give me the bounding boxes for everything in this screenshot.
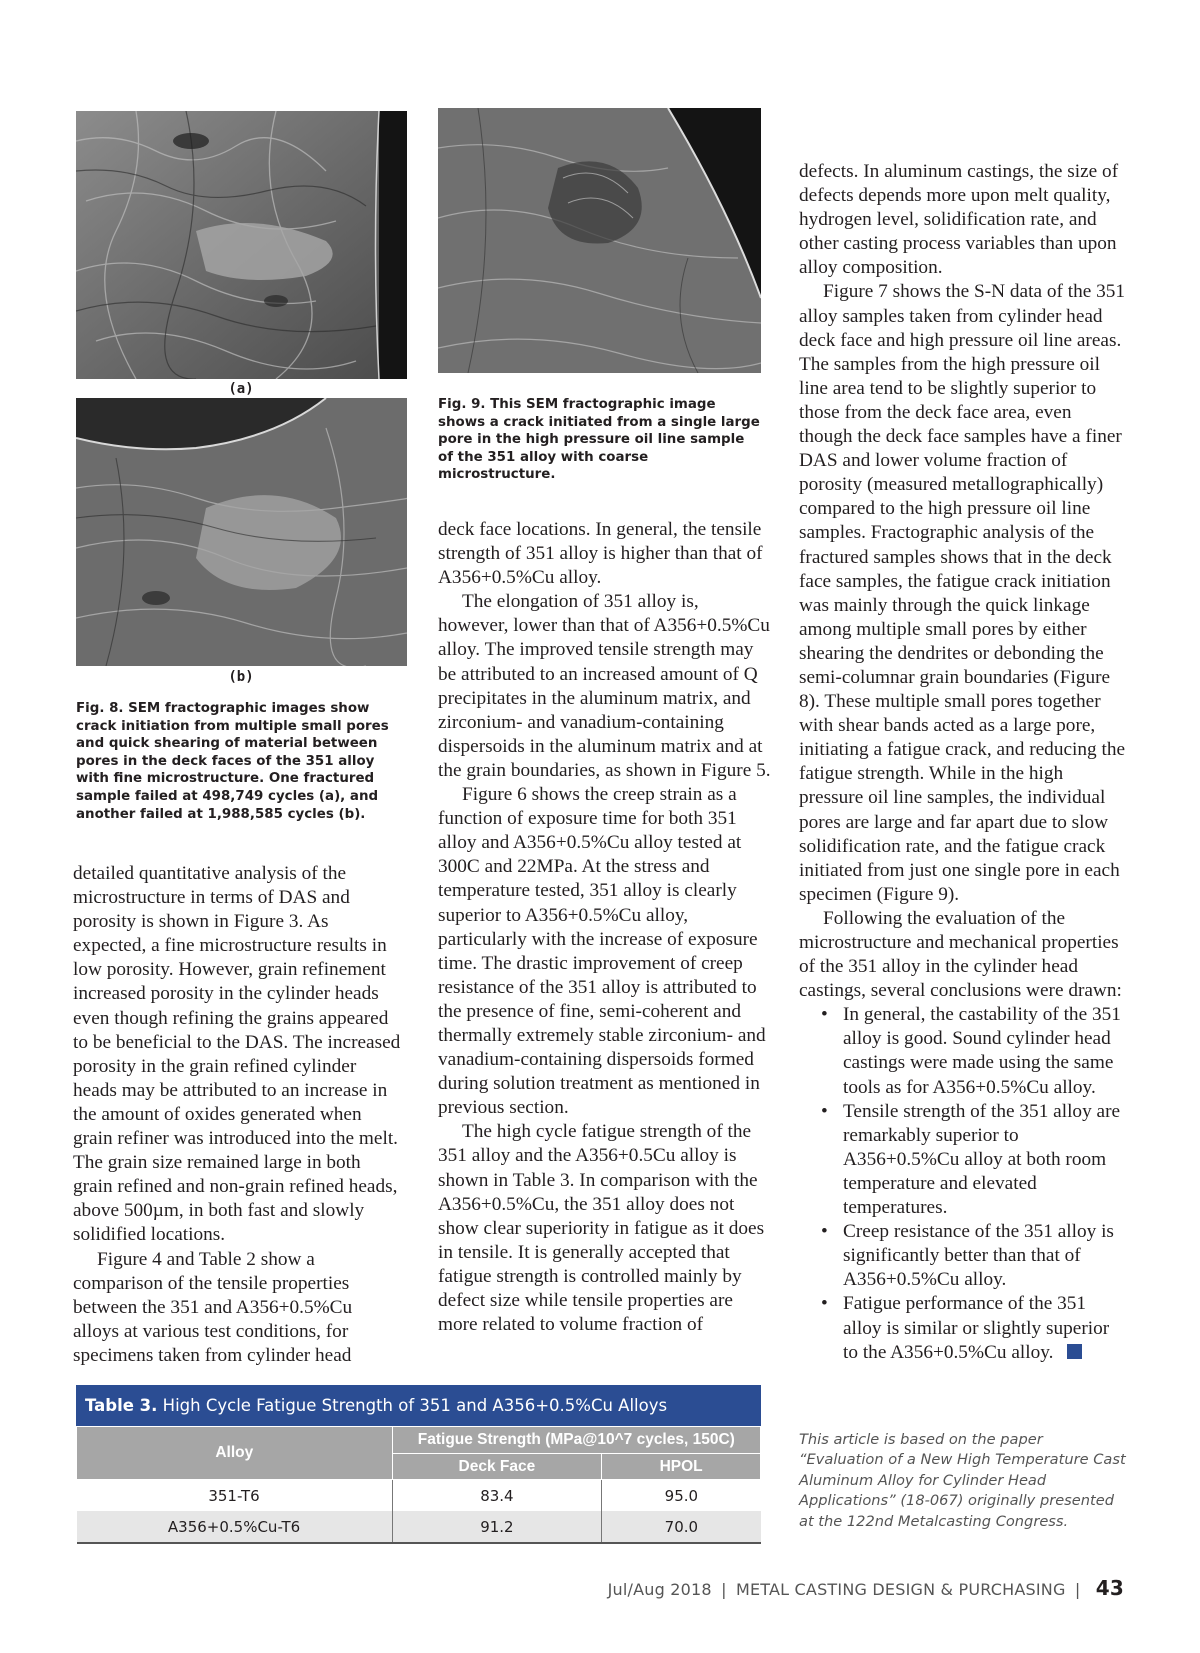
table3-header-fatigue: Fatigue Strength (MPa@10^7 cycles, 150C): [392, 1427, 760, 1454]
footer-divider: |: [721, 1580, 727, 1599]
fig9-sem-image: [438, 108, 761, 373]
fig8a-label: (a): [228, 381, 254, 397]
page-number: 43: [1095, 1576, 1124, 1600]
col1-paragraph-2: Figure 4 and Table 2 show a comparison of the tensile properties between the 351 and A356+0.5%Cu alloys at various test conditions, for specimens taken from cylinder head: [73, 1248, 353, 1366]
col3-paragraph-1: defects. In aluminum castings, the size of defects depends more upon melt quality, hydrogen level, solidification rate, and other casting process variables than upon alloy composition.: [799, 161, 1119, 279]
table3-cell: 83.4: [392, 1480, 602, 1512]
table3-cell: 91.2: [392, 1511, 602, 1543]
table3-cell: 70.0: [602, 1511, 761, 1543]
end-mark-icon: [1067, 1344, 1082, 1359]
table3-cell: A356+0.5%Cu-T6: [77, 1511, 393, 1543]
footer-issue: Jul/Aug 2018: [607, 1580, 712, 1599]
table3-header-deck: Deck Face: [392, 1454, 602, 1480]
column-3-text: [799, 160, 1126, 1365]
conclusion-item: • In general, the castability of the 351 alloy is good. Sound cylinder head castings were made using the same tools as for A356+0.5%Cu alloy.: [821, 1004, 1121, 1098]
fig8a-sem-image: [76, 111, 407, 379]
col3-paragraph-3: Following the evaluation of the microstructure and mechanical properties of the 351 alloy in the cylinder head castings, several conclusions were drawn:: [799, 907, 1122, 1002]
col2-paragraph-1: deck face locations. In general, the tensile strength of 351 alloy is higher than that of A356+0.5%Cu alloy.: [438, 519, 763, 589]
fig8-caption: Fig. 8. SEM fractographic images show crack initiation from multiple small pores and quick shearing of material between pores in the deck faces of the 351 alloy with fine microstructure. One fractured sample failed at 498,749 cycles (a), and another failed at 1,988,585 cycles (b).: [76, 701, 389, 822]
table-row: [77, 1480, 761, 1512]
conclusion-item: • Creep resistance of the 351 alloy is significantly better than that of A356+0.5%Cu alloy.: [821, 1221, 1114, 1291]
table3-header-hpol: HPOL: [602, 1454, 761, 1480]
col1-paragraph-1: detailed quantitative analysis of the microstructure in terms of DAS and porosity is shown in Figure 3. As expected, a fine microstructure results in low porosity. However, grain refinement increased porosity in the cylinder heads even though refining the grains appeared to be beneficial to the DAS. The increased porosity in the grain refined cylinder heads may be attributed to an increase in the amount of oxides generated when grain refiner was introduced into the melt. The grain size remained large in both grain refined and non-grain refined heads, above 500µm, in both fast and slowly solidified locations.: [73, 863, 401, 1246]
conclusion-item: • Fatigue performance of the 351 alloy is similar or slightly superior to the A356+0.5%Cu alloy.: [821, 1293, 1110, 1363]
table3-cell: 95.0: [602, 1480, 761, 1512]
fig9-caption: Fig. 9. This SEM fractographic image shows a crack initiated from a single large pore in the high pressure oil line sample of the 351 alloy with coarse microstructure.: [438, 397, 760, 483]
table3: [76, 1426, 761, 1544]
col3-paragraph-2: Figure 7 shows the S-N data of the 351 alloy samples taken from cylinder head deck face and high pressure oil line areas. The samples from the high pressure oil line area tend to be slightly superior to those from the deck face area, even though the deck face samples have a finer DAS and lower volume fraction of porosity (measured metallographically) compared to the high pressure oil line samples. Fractographic analysis of the fractured samples shows that in the deck face samples, the fatigue crack initiation was mainly through the quick linkage among multiple small pores by either shearing the dendrites or debonding the semi-columnar grain boundaries (Figure 8). These multiple small pores together with shear bands acted as a large pore, initiating a fatigue crack, and reducing the fatigue strength. While in the high pressure oil line samples, the individual pores are large and far apart due to slow solidification rate, and the fatigue crack initiated from just one single pore in each specimen (Figure 9).: [799, 281, 1126, 905]
fig8b-sem-image: [76, 398, 407, 666]
conclusion-item: • Tensile strength of the 351 alloy are remarkably superior to A356+0.5%Cu alloy at both room temperature and elevated temperatures.: [821, 1100, 1121, 1219]
page-footer: [608, 1576, 1124, 1600]
table3-cell: 351-T6: [208, 1486, 260, 1505]
column-2-text: [438, 518, 771, 1337]
footer-magazine: METAL CASTING DESIGN & PURCHASING: [735, 1580, 1066, 1599]
col2-paragraph-2: The elongation of 351 alloy is, however, lower than that of A356+0.5%Cu alloy. The improved tensile strength may be attributed to an increased amount of Q precipitates in the aluminum matrix, and zirconium- and vanadium-containing dispersoids in the aluminum matrix and at the grain boundaries, as shown in Figure 5.: [438, 591, 771, 781]
col2-paragraph-4: The high cycle fatigue strength of the 351 alloy and the A356+0.5Cu alloy is shown in Table 3. In comparison with the A356+0.5%Cu, the 351 alloy does not show clear superiority in fatigue as it does in tensile. It is generally accepted that fatigue strength is controlled mainly by defect size while tensile properties are more related to volume fraction of: [438, 1121, 765, 1336]
column-1-text: [73, 862, 403, 1368]
conclusions-list: [799, 1003, 1126, 1364]
table3-title: Table 3. High Cycle Fatigue Strength of 351 and A356+0.5%Cu Alloys: [76, 1385, 761, 1426]
article-source-note: This article is based on the paper “Evaluation of a New High Temperature Cast Aluminum Alloy for Cylinder Head Applications” (18-067) originally presented at the 122nd Metalcasting Congress.: [799, 1431, 1126, 1530]
table-row: [77, 1511, 761, 1543]
col2-paragraph-3: Figure 6 shows the creep strain as a function of exposure time for both 351 alloy and A356+0.5%Cu alloy tested at 300C and 22MPa. At the stress and temperature tested, 351 alloy is clearly superior to A356+0.5%Cu alloy, particularly with the increase of exposure time. The drastic improvement of creep resistance of the 351 alloy is attributed to the presence of fine, semi-coherent and thermally extremely stable zirconium- and vanadium-containing dispersoids formed during solution treatment as mentioned in previous section.: [438, 784, 766, 1119]
fig8b-label: (b): [228, 669, 254, 685]
table3-header-alloy: Alloy: [77, 1427, 393, 1480]
footer-divider: |: [1074, 1580, 1081, 1599]
